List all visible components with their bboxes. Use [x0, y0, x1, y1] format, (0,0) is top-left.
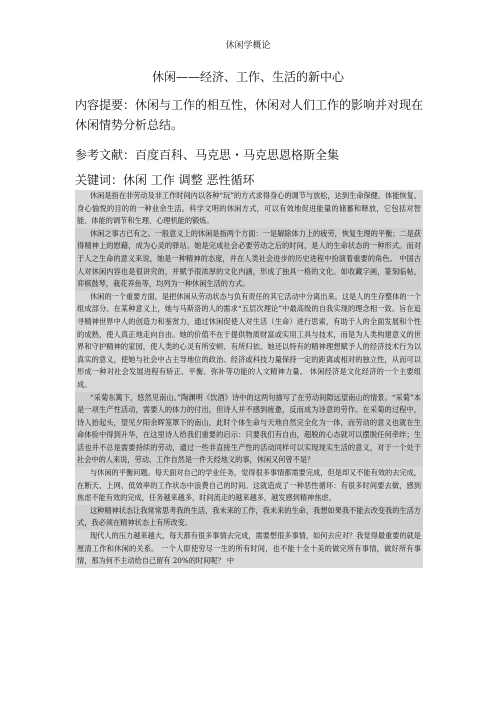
keywords-line: 关键词：休闲 工作 调整 恶性循环 [75, 173, 255, 187]
body-text [75, 190, 423, 568]
paragraph-5: 与休闲的平衡问题。每天面对自己的学业任务，觉得很多事情都需要完成，但是却又不能有效的去完成，在断天、上网、低效率的工作状态中浪费自己的时间。这就造成了一种恶性循环：有很多时间要去做，感到焦虑不能有效的完成，任务越来越多，时间流走的越来越多，越发感到精神焦虑。 [75, 467, 423, 505]
running-header: 休闲学概论 [225, 41, 271, 51]
references-line: 参考文献：百度百科、马克思・马克思恩格斯全集 [75, 148, 340, 162]
paragraph-2: 休闲之事古已有之。一般意义上的休闲是指两个方面：一是解除体力上的疲劳，恢复生理的平衡；二是获得精神上的慰藉，成为心灵的驿站。她是完成社会必要劳动之后的时间，是人的生命状态的一种形式。而对于人之生命的意义来说，她是一种精神的态度，并在人类社会进步的历史进程中扮演着重要的角色。 中国古人对休闲内容也是很讲究的，并赋予很浓厚的文化内涵，形成了独具一格的文化。如收藏字画，篆刻临帖，弈棋鼓琴，栽花养鱼等，均列为一种休闲生活的方式。 [75, 228, 423, 291]
paragraph-7: 现代人的压力越来越大，每天都有很多事情去完成，需要想很多事情，如何去应对？我觉得最重要的就是厘清工作和休闲的关系。 一个人即使穷尽一生的所有时间，也不能十全十美的做完所有事情，做好所有事情，那为何不主动给自己留有 20%的时间呢？ 中 [75, 530, 423, 568]
summary-line: 内容提要：休闲与工作的相互性，休闲对人们工作的影响并对现在休闲情势分析总结。 [75, 98, 424, 132]
paragraph-1: 休闲是指在非劳动及非工作时间内以各种“玩”的方式求得身心的调节与放松，达到生命保健、体能恢复、身心愉悦的目的的一种业余生活。科学文明的休闲方式，可以有效地促进能量的储蓄和释放，它包括对智能、体能的调节和生理、心理机能的锻炼。 [75, 190, 423, 228]
paragraph-3: 休闲的一个重要方面，是把休闲从劳动状态与负有责任的其它活动中分离出来。这是人的生存整体的一个组成部分。在某种意义上，她与马斯洛的人的需求“五层次理论”中最高级的自我实现的理念相一致。旨在追寻精神世界中人的创造力和鉴赏力，通过休闲促使人对生活（生命）进行思索，有助于人的全面发展和个性的成熟，使人真正地走向自由。她的价值不在于提供物质财富或实用工具与技术，而是为人类构建意义的世界和守护精神的家园，使人类的心灵有所安顿、有所归依。她还以特有的精神理想赋予人的经济技术行为以真实的意义，使她与社会中占主导地位的政治、经济或科技力量保持一定的距离或相对的独立性，从而可以形成一种对社会发展进程有矫正、平衡、弥补等功能的人文精神力量。 休闲经济是文化经济的一个主要组成。 [75, 291, 423, 392]
document-title: 休闲——经济、工作、生活的新中心 [151, 70, 344, 84]
paragraph-4: “采菊东篱下，悠然见南山。”陶渊明《饮酒》诗中的这两句描写了在劳动间隙远望南山的情景。“采菊”本是一项生产性活动，需要人的体力的付出，但诗人并不感到疲惫，反而成为诗意的劳作。在采菊的过程中，诗人抬起头，望见夕阳余晖笼罩下的南山，此时个体生命与天地自然完全化为一体，而劳动的意义也就在生命体验中得到升华，在这里诗人给我们重要的启示：只要我们有自由，超脱的心态就可以摆脱任何牵绊；生活也并不总是需要持续的劳动，通过一些非直接生产性的活动同样可以实现现实生活的意义，对于一个处于社会中的人来说，劳动、工作自然是一件天经地义的事，休闲又何曾不是？ [75, 392, 423, 468]
paragraph-6: 这种精神状态让我常常思考我的生活，我未来的工作，我未来的生命，我想如果我不能去改变我的生活方式，我必须在精神状态上有所改变。 [75, 505, 423, 530]
